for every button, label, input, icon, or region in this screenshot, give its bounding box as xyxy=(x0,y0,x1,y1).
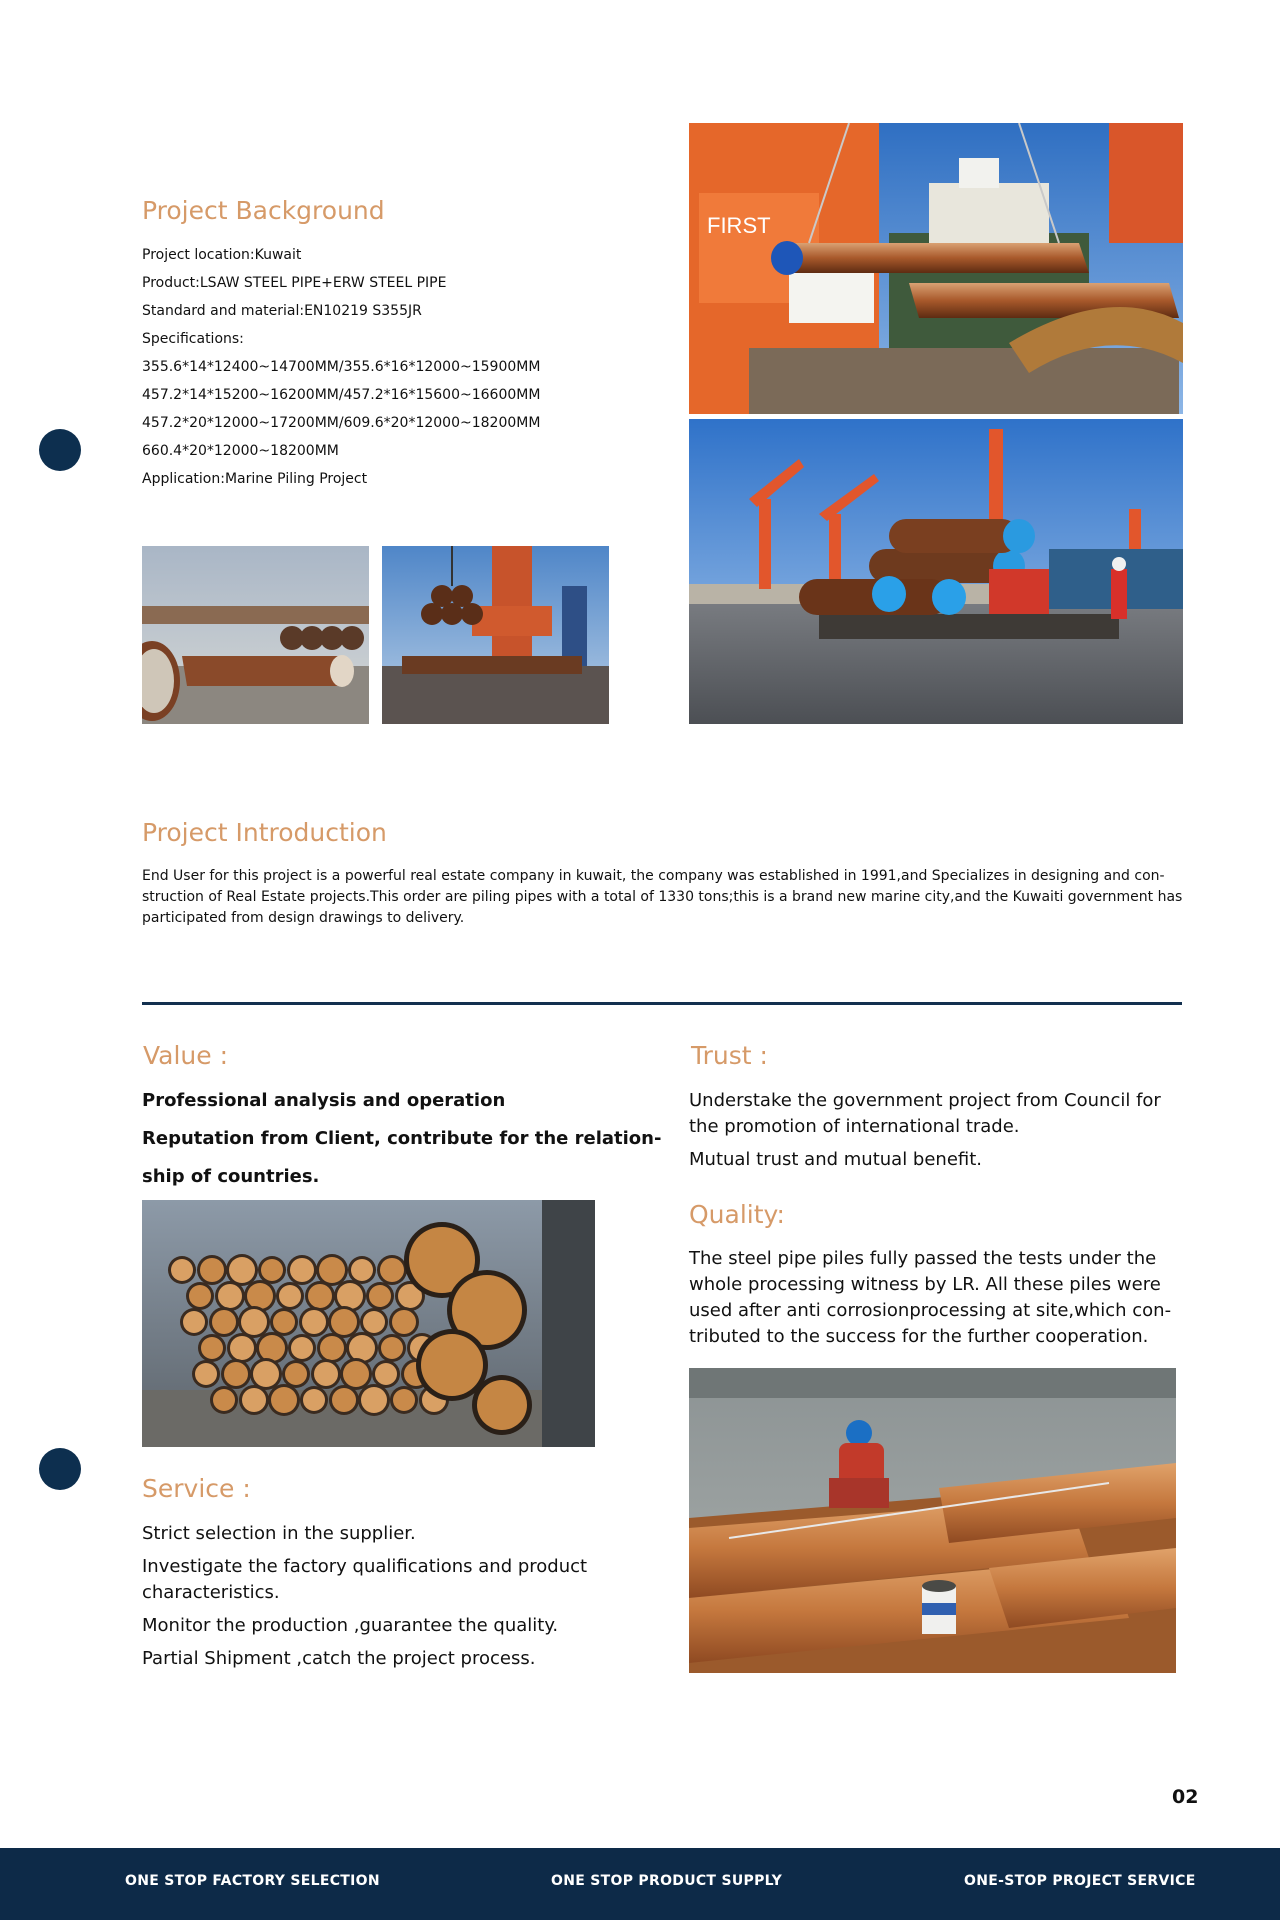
quality-line: tributed to the success for the further cooperation. xyxy=(689,1326,1149,1347)
standard-line: Standard and material:EN10219 S355JR xyxy=(142,303,422,319)
spec-line: 457.2*14*15200~16200MM/457.2*16*15600~16600MM xyxy=(142,387,541,403)
trust-line: Mutual trust and mutual benefit. xyxy=(689,1149,983,1170)
worker-painting-photo xyxy=(689,1368,1176,1673)
service-line: Strict selection in the supplier. xyxy=(142,1523,416,1544)
section-divider xyxy=(142,1002,1182,1005)
quality-line: used after anti corrosionprocessing at site,which con- xyxy=(689,1300,1172,1321)
quality-line: whole processing witness by LR. All these piles were xyxy=(689,1274,1161,1295)
service-text xyxy=(142,1521,642,1672)
footer-item: ONE STOP PRODUCT SUPPLY xyxy=(551,1873,783,1889)
spec-line: 457.2*20*12000~17200MM/609.6*20*12000~18200MM xyxy=(142,415,541,431)
footer-item: ONE-STOP PROJECT SERVICE xyxy=(964,1873,1196,1889)
navy-dot-marker xyxy=(39,429,81,471)
introduction-line: struction of Real Estate projects.This order are piling pipes with a total of 1330 tons;this is a brand new marine city,and the Kuwaiti government has xyxy=(142,889,1183,905)
pipe-yard-photo xyxy=(142,546,369,724)
value-point: Reputation from Client, contribute for the relation- xyxy=(142,1128,662,1149)
introduction-line: End User for this project is a powerful real estate company in kuwait, the company was established in 1991,and Specializes in designing and con- xyxy=(142,868,1165,884)
trust-line: Understake the government project from Council for xyxy=(689,1090,1161,1111)
value-title: Value : xyxy=(143,1041,229,1070)
trust-text xyxy=(689,1088,1189,1173)
navy-dot-marker xyxy=(39,1448,81,1490)
trust-line: the promotion of international trade. xyxy=(689,1116,1020,1137)
service-line: Investigate the factory qualifications and product xyxy=(142,1556,588,1577)
quality-line: The steel pipe piles fully passed the tests under the xyxy=(689,1248,1157,1269)
crane-brand-text: FIRST xyxy=(707,213,771,238)
footer-item: ONE STOP FACTORY SELECTION xyxy=(125,1873,380,1889)
service-line: Monitor the production ,guarantee the quality. xyxy=(142,1615,559,1636)
introduction-text xyxy=(142,866,1192,929)
port-truck-photo xyxy=(689,419,1183,724)
trust-title: Trust : xyxy=(691,1041,768,1070)
page-number: 02 xyxy=(1172,1786,1199,1808)
ship-loading-photo xyxy=(689,123,1183,414)
quality-text xyxy=(689,1246,1189,1350)
specifications-label: Specifications: xyxy=(142,331,244,347)
application-line: Application:Marine Piling Project xyxy=(142,471,368,487)
value-point: Professional analysis and operation xyxy=(142,1090,506,1111)
port-crane-photo xyxy=(382,546,609,724)
background-title: Project Background xyxy=(142,196,385,225)
service-line: Partial Shipment ,catch the project process. xyxy=(142,1648,536,1669)
value-points xyxy=(142,1082,662,1196)
location-line: Project location:Kuwait xyxy=(142,247,302,263)
quality-title: Quality: xyxy=(689,1200,785,1229)
spec-line: 355.6*14*12400~14700MM/355.6*16*12000~15900MM xyxy=(142,359,541,375)
product-line: Product:LSAW STEEL PIPE+ERW STEEL PIPE xyxy=(142,275,447,291)
background-details xyxy=(142,241,540,493)
value-point: ship of countries. xyxy=(142,1166,320,1187)
footer-bar xyxy=(0,1848,1280,1920)
introduction-title: Project Introduction xyxy=(142,818,387,847)
introduction-line: participated from design drawings to delivery. xyxy=(142,910,465,926)
spec-line: 660.4*20*12000~18200MM xyxy=(142,443,339,459)
service-line: characteristics. xyxy=(142,1582,280,1603)
warehouse-pipes-photo xyxy=(142,1200,595,1447)
service-title: Service : xyxy=(142,1474,251,1503)
